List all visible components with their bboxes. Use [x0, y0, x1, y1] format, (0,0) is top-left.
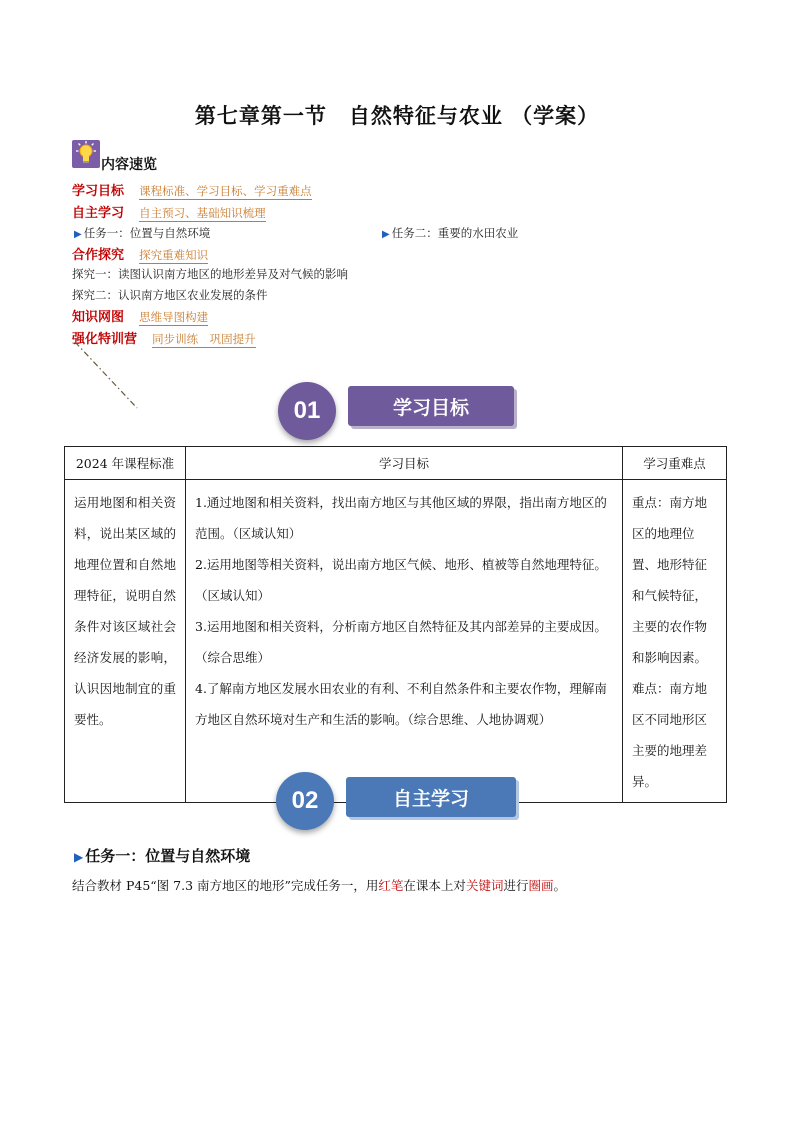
- task-instruction: 结合教材 P45“图 7.3 南方地区的地形”完成任务一，用红笔在课本上对关键词进行圈画。: [72, 878, 566, 893]
- overview-row-goals: [72, 180, 312, 199]
- lightbulb-icon: [72, 140, 100, 168]
- section-number-badge: 02: [276, 772, 334, 830]
- row-label: 学习目标: [72, 184, 125, 199]
- table-header: 学习重难点: [623, 447, 727, 480]
- row-link[interactable]: 课程标准、学习目标、学习重难点: [139, 184, 312, 198]
- table-header: 学习目标: [186, 447, 623, 480]
- task-heading: ▶ 任务一：位置与自然环境: [74, 847, 251, 865]
- row-label: 合作探究: [72, 248, 125, 263]
- triangle-icon: ▶: [74, 850, 84, 864]
- goals-table: [64, 446, 727, 803]
- section-number-badge: 01: [278, 382, 336, 440]
- row-link[interactable]: 同步训练 巩固提升: [152, 332, 256, 346]
- row-label: 自主学习: [72, 206, 125, 221]
- explore2: 探究二：认识南方地区农业发展的条件: [72, 288, 268, 302]
- row-label: 强化特训营: [72, 332, 138, 347]
- row-link[interactable]: 探究重难知识: [139, 248, 209, 262]
- row-link[interactable]: 思维导图构建: [139, 310, 209, 324]
- goal-item: 2.运用地图等相关资料，说出南方地区气候、地形、植被等自然地理特征。（区域认知）: [195, 557, 607, 603]
- explore1: 探究一：读图认识南方地区的地形差异及对气候的影响: [72, 267, 348, 281]
- triangle-icon: ▶: [74, 229, 82, 240]
- key-points: [624, 481, 725, 801]
- overview-heading: 内容速览: [101, 157, 157, 173]
- section-title-badge: 学习目标: [348, 386, 514, 426]
- decorative-dashed-line: [73, 340, 153, 416]
- task1-entry: ▶ 任务一：位置与自然环境: [74, 226, 211, 240]
- key-point: 重点：南方地区的地理位置、地形特征和气候特征，主要的农作物和影响因素。: [632, 495, 708, 665]
- section-title-badge: 自主学习: [346, 777, 516, 817]
- row-link[interactable]: 自主预习、基础知识梳理: [139, 206, 266, 220]
- goal-item: 1.通过地图和相关资料，找出南方地区与其他区域的界限，指出南方地区的范围。（区域认知）: [195, 495, 607, 541]
- goal-item: 4.了解南方地区发展水田农业的有利、不利自然条件和主要农作物，理解南方地区自然环境对生产和生活的影响。（综合思维、人地协调观）: [195, 681, 607, 727]
- page-title: 第七章第一节 自然特征与农业 （学案）: [194, 103, 600, 128]
- overview-row-self-study: [72, 202, 266, 221]
- overview-row-explore: [72, 244, 208, 263]
- goals-list: [187, 481, 621, 739]
- table-header: 2024 年课程标准: [65, 447, 186, 480]
- triangle-icon: ▶: [382, 229, 390, 240]
- task2-entry: ▶ 任务二：重要的水田农业: [382, 226, 519, 240]
- row-label: 知识网图: [72, 310, 125, 325]
- goal-item: 3.运用地图和相关资料，分析南方地区自然特征及其内部差异的主要成因。（综合思维）: [195, 619, 607, 665]
- overview-row-mindmap: [72, 306, 208, 325]
- difficult-point: 难点：南方地区不同地形区主要的地理差异。: [632, 681, 708, 789]
- curriculum-standard: 运用地图和相关资料，说出某区域的地理位置和自然地理特征，说明自然条件对该区域社会经济发展的影响，认识因地制宜的重要性。: [74, 495, 176, 727]
